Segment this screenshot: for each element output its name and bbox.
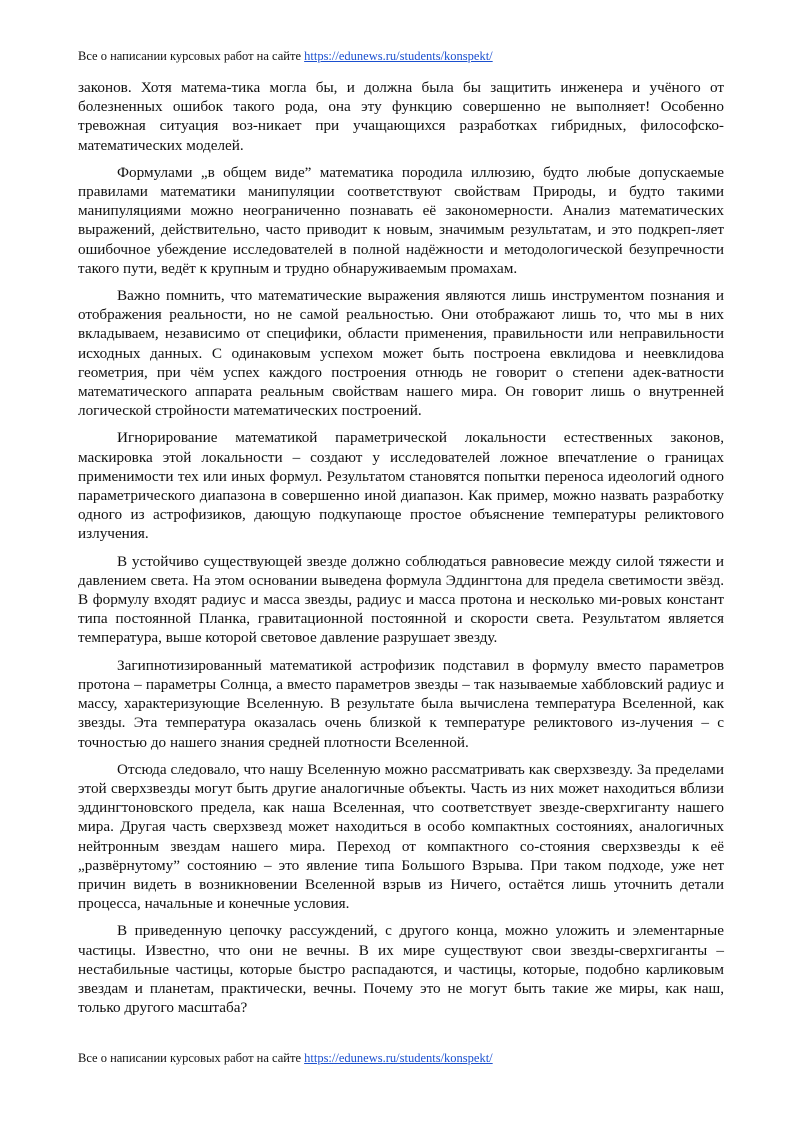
page-header bbox=[78, 48, 728, 64]
footer-link[interactable]: https://edunews.ru/students/konspekt/ bbox=[304, 1051, 493, 1065]
paragraph: законов. Хотя матема-тика могла бы, и должна была бы защитить инженера и учёного от болезненных ошибок такого рода, она эту функцию совершенно не выполняет! Особенно тревожная ситуация воз-никает при учащающихся разработках гибридных, философско-математических моделей. bbox=[78, 79, 724, 154]
header-text: Все о написании курсовых работ на сайте bbox=[78, 49, 305, 63]
paragraph: Отсюда следовало, что нашу Вселенную можно рассматривать как сверхзвезду. За пределами этой сверхзвезды могут быть другие аналогичные объекты. Часть из них может находиться вблизи эддингтоновского предела, как наша Вселенная, что соответствует звезде-сверхгиганту нашего мира. Другая часть сверхзвезд может находиться в особо компактных состояниях, аналогичных нейтронным звездам нашего мира. Переход от компактного со-стояния сверхзвезды к её „развёрнутому” состоянию – это явление типа Большого Взрыва. При таком подходе, уже нет причин видеть в возникновении Вселенной взрыв из Ничего, остаётся лишь уточнить детали процесса, начальные и конечные условия. bbox=[78, 760, 724, 913]
paragraph: Игнорирование математикой параметрической локальности естественных законов, маскировка этой локальности – создают у исследователей ложное впечатление о границах применимости тех или иных формул. Результатом становятся попытки переноса идеологий одного параметрического диапазона в совершенно иной диапазон. Как пример, можно назвать разработку одного из астрофизиков, дающую подкупающе простое объяснение температуры реликтового излучения. bbox=[78, 429, 724, 543]
paragraph: В приведенную цепочку рассуждений, с другого конца, можно уложить и элементарные частицы. Известно, что они не вечны. В их мире существуют свои звезды-сверхгиганты – нестабильные частицы, которые быстро распадаются, и частицы, которые, подобно карликовым звездам и планетам, практически, вечны. Почему это не могут быть такие же миры, как наш, только другого масштаба? bbox=[78, 922, 724, 1017]
paragraph: Формулами „в общем виде” математика породила иллюзию, будто любые допускаемые правилами математики манипуляции соответствуют свойствам Природы, и будто такими манипуляциями можно неограниченно познавать её закономерности. Анализ математических выражений, действительно, часто приводит к новым, значимым результатам, и это подкреп-ляет ошибочное убеждение исследователей в полной надёжности и методологической безупречности такого пути, ведёт к крупным и трудно обнаруживаемым промахам. bbox=[78, 163, 724, 277]
paragraph: Загипнотизированный математикой астрофизик подставил в формулу вместо параметров протона – параметры Солнца, а вместо параметров звезды – так называемые хаббловский радиус и массу, характеризующие Вселенную. В результате была вычислена температура Вселенной, как звезды. Эта температура оказалась очень близкой к температуре реликтового из-лучения – с точностью до нашего знания средней плотности Вселенной. bbox=[78, 656, 724, 751]
paragraph: В устойчиво существующей звезде должно соблюдаться равновесие между силой тяжести и давлением света. На этом основании выведена формула Эддингтона для предела светимости звёзд. В формулу входят радиус и масса звезды, радиус и масса протона и несколько ми-ровых констант типа постоянной Планка, гравитационной постоянной и скорости света. Результатом является температура, выше которой световое давление разрушает звезду. bbox=[78, 552, 724, 647]
footer-text: Все о написании курсовых работ на сайте bbox=[78, 1051, 305, 1065]
header-link[interactable]: https://edunews.ru/students/konspekt/ bbox=[304, 49, 493, 63]
document-body bbox=[78, 78, 724, 1025]
page-footer bbox=[78, 1050, 728, 1066]
paragraph: Важно помнить, что математические выражения являются лишь инструментом познания и отображения реальности, но не самой реальностью. Они отображают лишь то, что мы в них вкладываем, независимо от специфики, области применения, правильности или неправильности исходных данных. С одинаковым успехом может быть построена евклидова и неевклидова геометрия, при чём успех каждого построения отнюдь не говорит о степени адек-ватности математического аппарата реальным свойствам нашего мира. Он говорит лишь о внутренней логической стройности математических построений. bbox=[78, 287, 724, 420]
